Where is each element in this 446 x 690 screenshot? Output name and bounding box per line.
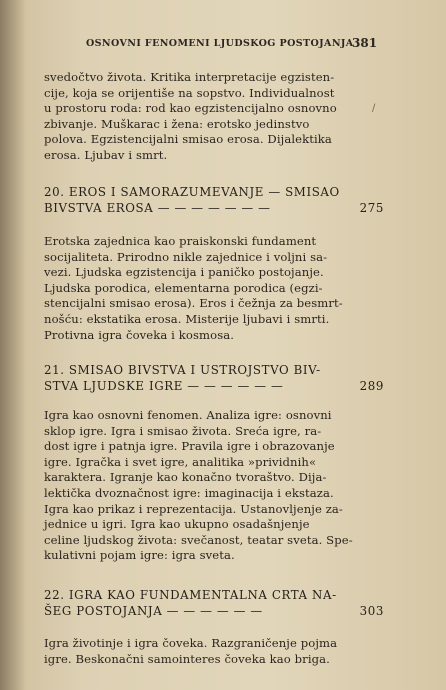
section-heading-22 [44, 587, 384, 619]
section-page-number: 275 [359, 201, 384, 215]
text-line: nošću: ekstatika erosa. Misterije ljubavi i smrti. [44, 311, 330, 326]
text-line: socijaliteta. Prirodno nikle zajednice i voljni sa- [44, 249, 328, 264]
section-body-22 [44, 636, 358, 667]
pencil-mark: / [372, 103, 376, 114]
text-line: Ljudska porodica, elementarna porodica (egzi- [44, 280, 323, 295]
text-line: Erotska zajednica kao praiskonski fundament [44, 234, 317, 248]
text-line: cije, koja se orijentiše na sopstvo. Individualnost [44, 85, 335, 100]
page-number: 381 [352, 36, 378, 50]
heading-line: STVA LJUDSKE IGRE — — — — — — [44, 379, 284, 393]
text-line: kulativni pojam igre: igra sveta. [44, 548, 235, 563]
text-line: vezi. Ljudska egzistencija i paničko postojanje. [44, 265, 324, 280]
text-line: Igra kao prikaz i reprezentacija. Ustanovljenje za- [44, 501, 343, 516]
text-line: igre. Beskonačni samointeres čoveka kao briga. [44, 651, 330, 666]
text-line: zbivanje. Muškarac i žena: erotsko jedinstvo [44, 116, 310, 131]
section-page-number: 289 [359, 379, 384, 393]
text-line: karaktera. Igranje kao konačno tvoraštvo. Dija- [44, 470, 327, 485]
intro-paragraph [44, 70, 358, 164]
heading-line: 20. EROS I SAMORAZUMEVANJE — SMISAO [44, 185, 340, 199]
running-head: OSNOVNI FENOMENI LJUDSKOG POSTOJANJA [86, 38, 354, 49]
section-page-number: 303 [359, 604, 384, 618]
text-line: stencijalni smisao erosa). Eros i čežnja za besmrt- [44, 296, 343, 311]
text-line: igre. Igračka i svet igre, analitika »prividnih« [44, 454, 317, 469]
heading-line: 22. IGRA KAO FUNDAMENTALNA CRTA NA- [44, 588, 337, 602]
text-line: Protivna igra čoveka i kosmosa. [44, 327, 235, 342]
heading-line: BIVSTVA EROSA — — — — — — — [44, 201, 271, 215]
text-line: jednice u igri. Igra kao ukupno osadašnjenje [44, 517, 310, 532]
text-line: lektička dvoznačnost igre: imaginacija i ekstaza. [44, 485, 334, 500]
heading-line: ŠEG POSTOJANJA — — — — — — [44, 604, 263, 618]
text-line: dost igre i patnja igre. Pravila igre i obrazovanje [44, 439, 335, 454]
text-line: sklop igre. Igra i smisao života. Sreća igre, ra- [44, 423, 322, 438]
heading-line: 21. SMISAO BIVSTVA I USTROJSTVO BIV- [44, 363, 321, 377]
text-line: Igra životinje i igra čoveka. Razgraničenje pojma [44, 636, 338, 650]
section-heading-21 [44, 362, 384, 394]
section-body-21 [44, 408, 358, 564]
text-line: u prostoru roda: rod kao egzistencijalno osnovno [44, 101, 337, 116]
text-line: celine ljudskog života: svečanost, teatar sveta. Spe- [44, 532, 353, 547]
section-body-20 [44, 234, 358, 343]
text-line: Igra kao osnovni fenomen. Analiza igre: osnovni [44, 408, 332, 422]
text-line: polova. Egzistencijalni smisao erosa. Dijalektika [44, 132, 332, 147]
text-line: erosa. Ljubav i smrt. [44, 147, 168, 162]
page-gutter-shadow [0, 0, 26, 690]
section-heading-20 [44, 184, 384, 216]
text-line: svedočtvo života. Kritika interpretacije egzisten- [44, 70, 335, 84]
